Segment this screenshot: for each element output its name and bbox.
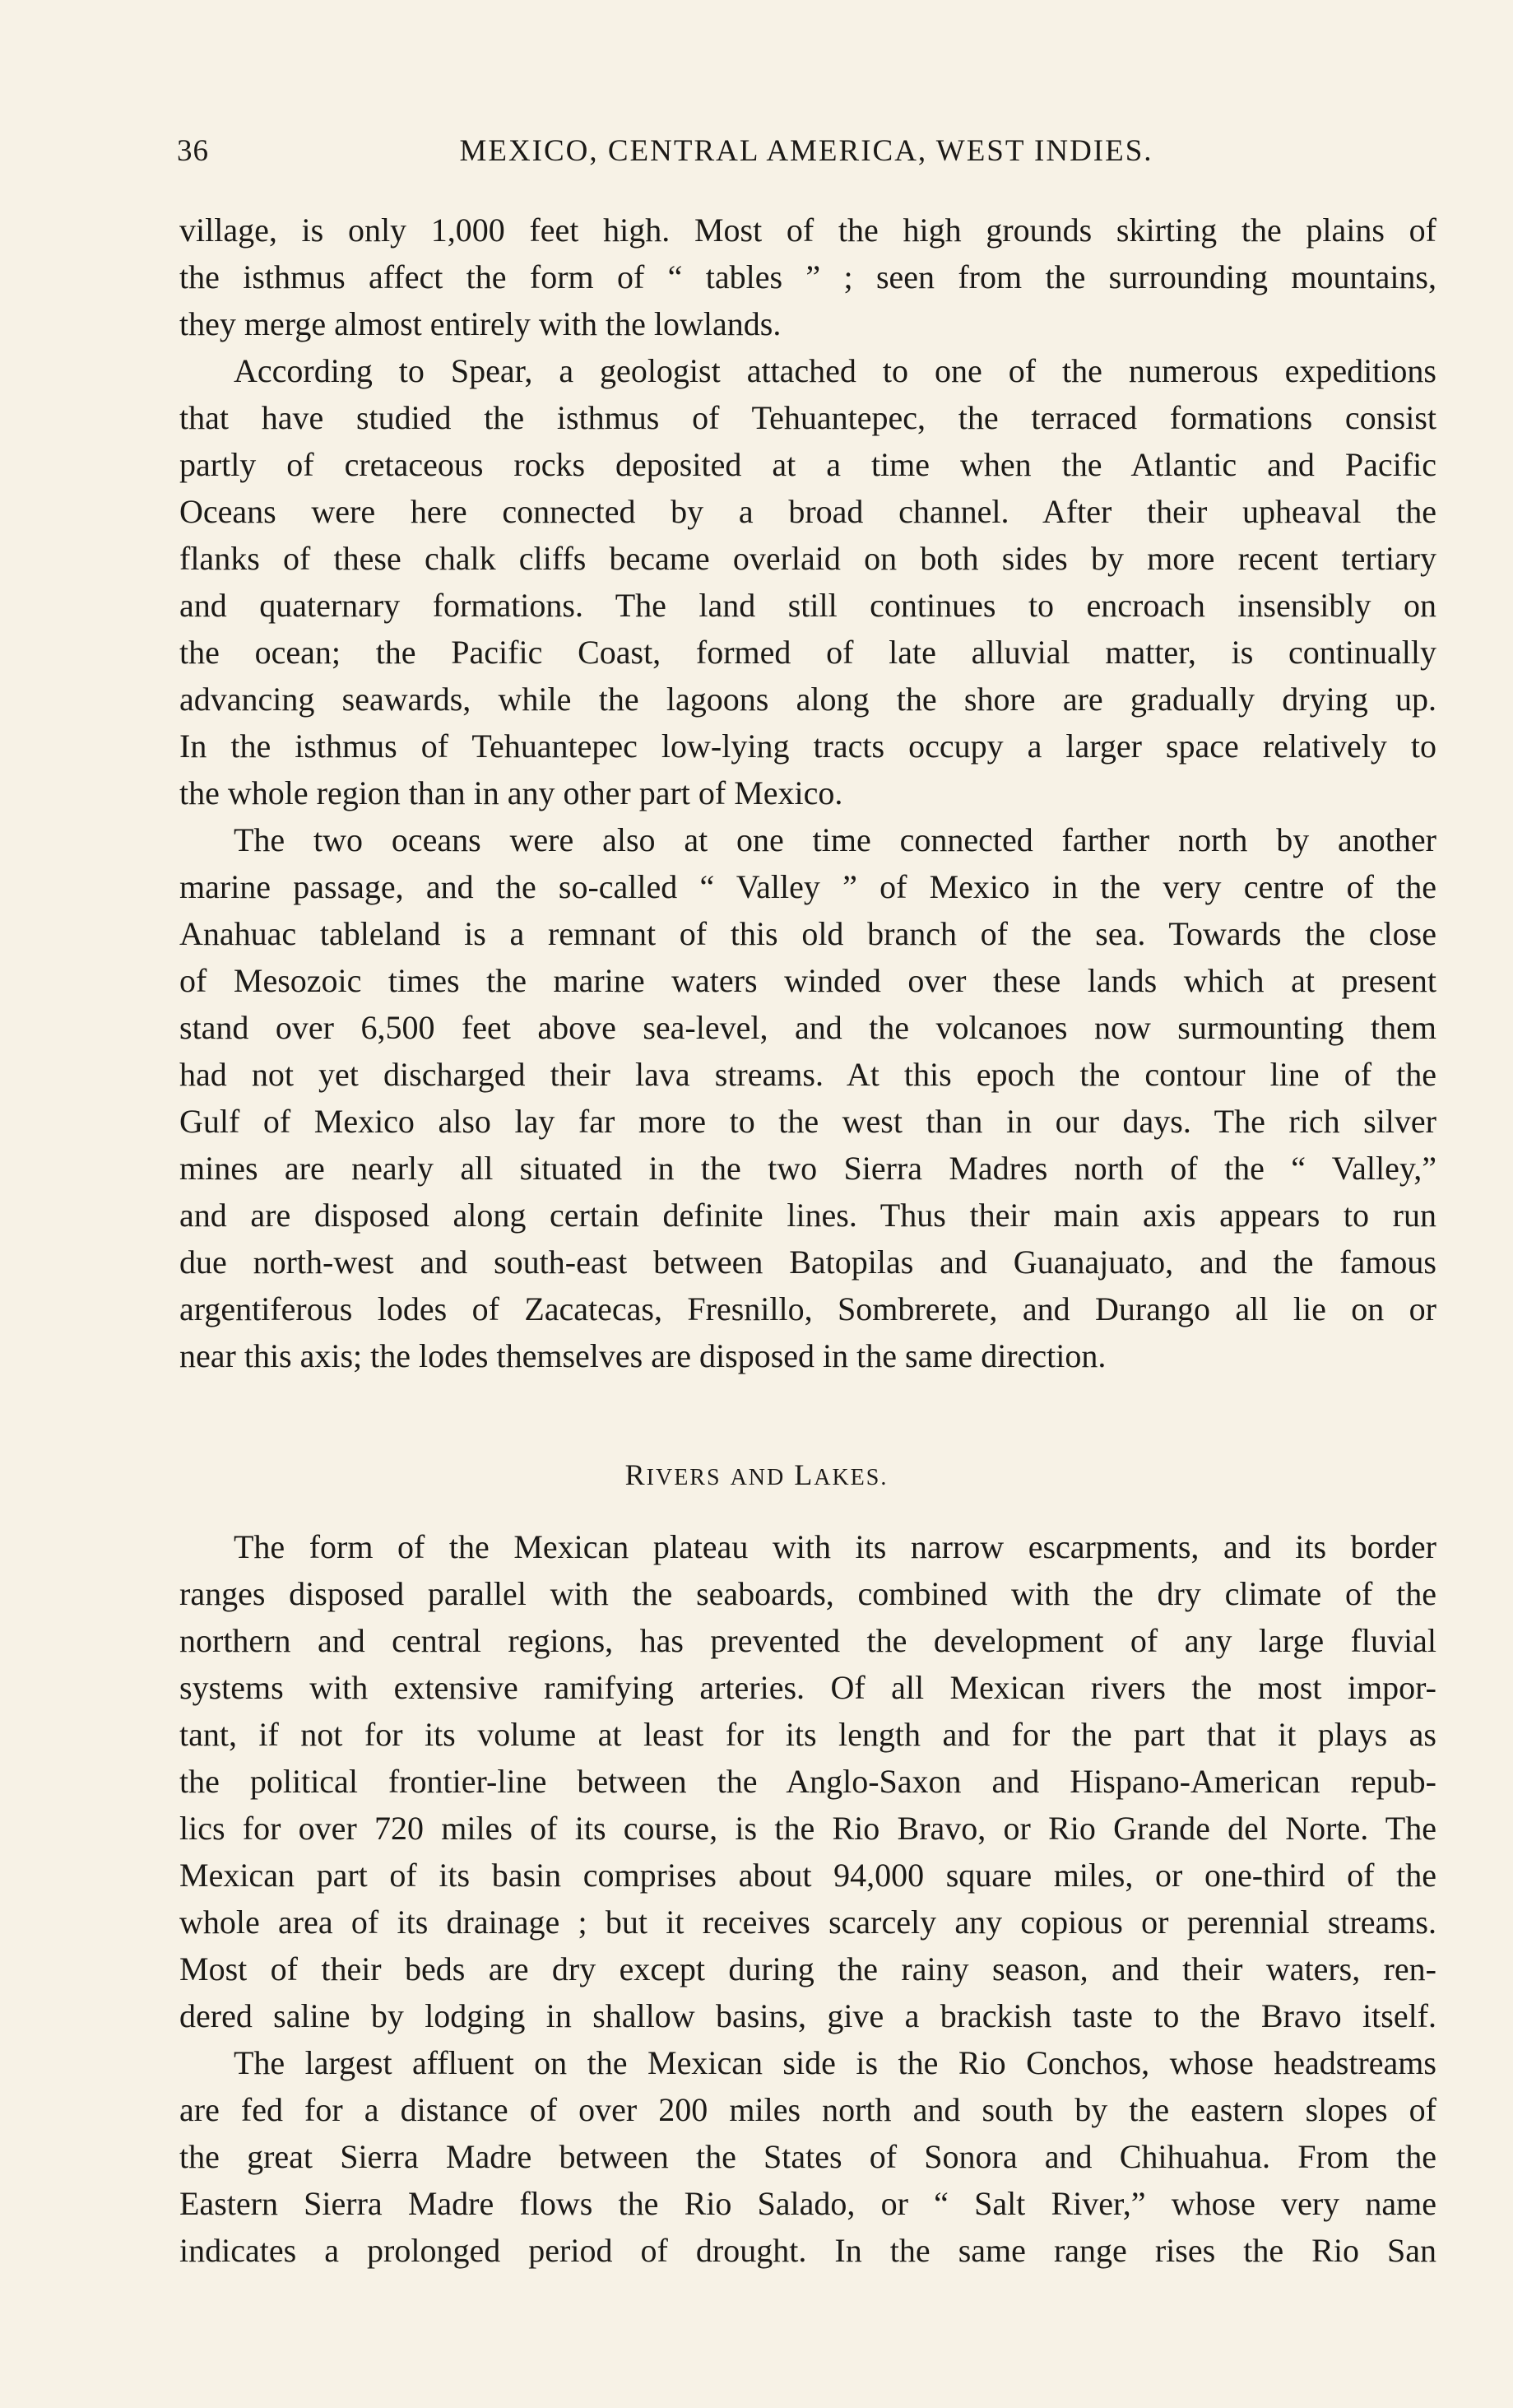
text-line: the political frontier-line between the Anglo-Saxon and Hispano-American repub- — [179, 1763, 1436, 1800]
text-line: According to Spear, a geologist attached to one of the numerous expeditions — [234, 352, 1436, 389]
text-line: lics for over 720 miles of its course, is the Rio Bravo, or Rio Grande del Norte. The — [179, 1810, 1436, 1847]
text-line: Oceans were here connected by a broad channel. After their upheaval the — [179, 493, 1436, 530]
text-line: Eastern Sierra Madre flows the Rio Salado, or “ Salt River,” whose very name — [179, 2185, 1436, 2222]
text-line: village, is only 1,000 feet high. Most of the high grounds skirting the plains of — [179, 212, 1436, 249]
page-header — [177, 133, 1436, 174]
text-line: had not yet discharged their lava streams. At this epoch the contour line of the — [179, 1056, 1436, 1093]
text-line: marine passage, and the so-called “ Valley ” of Mexico in the very centre of the — [179, 868, 1436, 905]
text-line: tant, if not for its volume at least for its length and for the part that it plays as — [179, 1716, 1436, 1753]
text-line: near this axis; the lodes themselves are disposed in the same direction. — [179, 1337, 1107, 1374]
text-line: the great Sierra Madre between the States of Sonora and Chihuahua. From the — [179, 2138, 1436, 2175]
text-line: indicates a prolonged period of drought. In the same range rises the Rio San — [179, 2232, 1436, 2269]
text-line: the whole region than in any other part of Mexico. — [179, 774, 843, 811]
text-line: dered saline by lodging in shallow basins, give a brackish taste to the Bravo itself. — [179, 1997, 1436, 2034]
page-number: 36 — [177, 134, 209, 168]
text-line: mines are nearly all situated in the two Sierra Madres north of the “ Valley,” — [179, 1150, 1436, 1187]
text-line: Most of their beds are dry except during the rainy season, and their waters, ren- — [179, 1950, 1436, 1987]
text-line: advancing seawards, while the lagoons along the shore are gradually drying up. — [179, 681, 1436, 718]
text-line: they merge almost entirely with the lowlands. — [179, 305, 782, 342]
text-line: the ocean; the Pacific Coast, formed of late alluvial matter, is continually — [179, 634, 1436, 671]
text-line: systems with extensive ramifying arteries. Of all Mexican rivers the most impor- — [179, 1669, 1436, 1706]
text-line: the isthmus affect the form of “ tables ” ; seen from the surrounding mountains, — [179, 258, 1436, 295]
running-title: MEXICO, CENTRAL AMERICA, WEST INDIES. — [459, 134, 1153, 168]
text-line: stand over 6,500 feet above sea-level, and the volcanoes now surmounting them — [179, 1009, 1436, 1046]
text-line: and quaternary formations. The land still continues to encroach insensibly on — [179, 587, 1436, 624]
text-line: argentiferous lodes of Zacatecas, Fresnillo, Sombrerete, and Durango all lie on or — [179, 1290, 1436, 1327]
text-line: The largest affluent on the Mexican side is the Rio Conchos, whose headstreams — [234, 2044, 1436, 2081]
text-line: partly of cretaceous rocks deposited at a time when the Atlantic and Pacific — [179, 446, 1436, 483]
text-line: Gulf of Mexico also lay far more to the west than in our days. The rich silver — [179, 1103, 1436, 1140]
text-line: Anahuac tableland is a remnant of this old branch of the sea. Towards the close — [179, 915, 1436, 952]
text-line: ranges disposed parallel with the seaboards, combined with the dry climate of the — [179, 1575, 1436, 1612]
text-line: that have studied the isthmus of Tehuantepec, the terraced formations consist — [179, 399, 1436, 436]
section-heading: RIVERS AND LAKES. — [624, 1458, 889, 1491]
text-line: whole area of its drainage ; but it receives scarcely any copious or perennial streams. — [179, 1904, 1436, 1941]
text-line: In the isthmus of Tehuantepec low-lying tracts occupy a larger space relatively to — [179, 728, 1436, 765]
text-line: northern and central regions, has prevented the development of any large fluvial — [179, 1622, 1436, 1659]
text-line: The form of the Mexican plateau with its narrow escarpments, and its border — [234, 1528, 1436, 1565]
text-line: Mexican part of its basin comprises about 94,000 square miles, or one-third of the — [179, 1857, 1436, 1894]
text-line: due north-west and south-east between Batopilas and Guanajuato, and the famous — [179, 1244, 1436, 1281]
text-line: and are disposed along certain definite lines. Thus their main axis appears to run — [179, 1197, 1436, 1234]
text-line: of Mesozoic times the marine waters winded over these lands which at present — [179, 962, 1436, 999]
text-line: are fed for a distance of over 200 miles north and south by the eastern slopes of — [179, 2091, 1436, 2128]
text-line: flanks of these chalk cliffs became overlaid on both sides by more recent tertiary — [179, 540, 1436, 577]
text-line: The two oceans were also at one time connected farther north by another — [234, 821, 1436, 858]
